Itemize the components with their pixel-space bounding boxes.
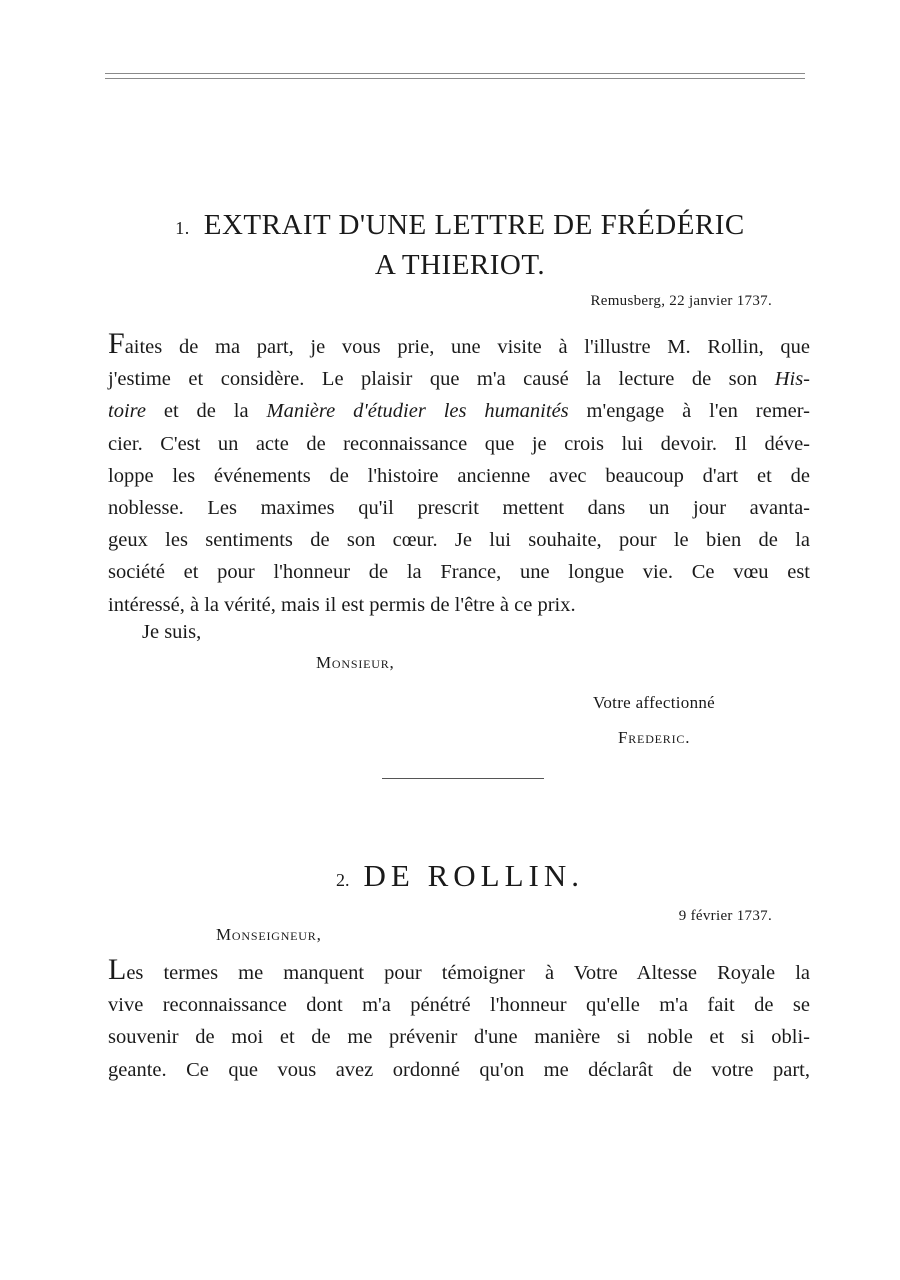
- letter1-title-line1: EXTRAIT D'UNE LETTRE DE FRÉDÉRIC: [203, 209, 745, 241]
- letter2-title: [100, 856, 820, 900]
- letter1-line: geux les sentiments de son cœur. Je lui souhaite, pour le bien de la: [108, 529, 810, 552]
- letter1-title: [100, 205, 820, 248]
- letter2-date: 9 février 1737.: [678, 908, 772, 924]
- letter1-line: loppe les événements de l'histoire ancienne avec beaucoup d'art et de: [108, 464, 810, 487]
- top-rule: [105, 73, 805, 74]
- letter2-salutation: Monseigneur,: [216, 925, 322, 944]
- letter1-line: noblesse. Les maximes qu'il prescrit mettent dans un jour avanta-: [108, 496, 810, 519]
- letter1-line: intéressé, à la vérité, mais il est permis de l'être à ce prix.: [108, 593, 576, 616]
- letter2-title-text: DE ROLLIN.: [363, 858, 584, 893]
- letter1-salutation: Monsieur,: [316, 653, 395, 672]
- letter1-line: j'estime et considère. Le plaisir que m'a causé la lecture de son His-: [108, 368, 810, 391]
- letter1-title-line2: A THIERIOT.: [374, 249, 546, 281]
- letter2-line: geante. Ce que vous avez ordonné qu'on me déclarât de votre part,: [108, 1058, 810, 1081]
- letter2-line: Les termes me manquent pour témoigner à Votre Altesse Royale la: [108, 953, 810, 986]
- letter1-dropcap: F: [108, 327, 125, 360]
- letter2-number: 2.: [336, 870, 350, 890]
- letter1-number: 1.: [175, 218, 190, 238]
- letter1-line: cier. C'est un acte de reconnaissance que je crois lui devoir. Il déve-: [108, 432, 810, 455]
- top-rule-double: [105, 78, 805, 79]
- letter1-date: Remusberg, 22 janvier 1737.: [590, 293, 772, 309]
- letter1-line: Faites de ma part, je vous prie, une visite à l'illustre M. Rollin, que: [108, 327, 810, 360]
- letter2-dropcap: L: [108, 953, 127, 986]
- letter1-body: [108, 327, 810, 621]
- letter2-line: souvenir de moi et de me prévenir d'une manière si noble et si obli-: [108, 1026, 810, 1049]
- letter2-line: vive reconnaissance dont m'a pénétré l'honneur qu'elle m'a fait de se: [108, 994, 810, 1017]
- letter2-body: [108, 953, 810, 1086]
- letter1-line: toire et de la Manière d'étudier les humanités m'engage à l'en remer-: [108, 400, 810, 423]
- section-separator: [382, 778, 544, 779]
- letter1-line: société et pour l'honneur de la France, une longue vie. Ce vœu est: [108, 561, 810, 584]
- letter1-signoff: Votre affectionné: [593, 693, 716, 712]
- letter1-closing: Je suis,: [142, 621, 202, 643]
- letter1-signature: Frederic.: [618, 728, 691, 747]
